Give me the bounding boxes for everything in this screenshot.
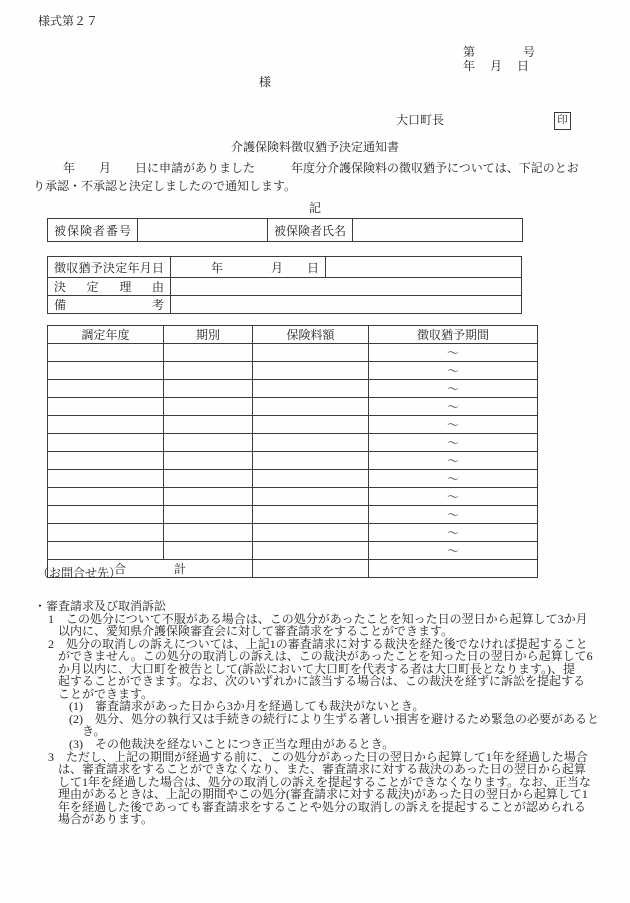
cell-assessment-year <box>48 344 164 362</box>
legal-line: 年を経過した後であっても審査請求をすることや処分の取消しの訴えを提起することが認められる <box>58 799 586 814</box>
legal-line: (1) 審査請求があった日から3か月を経過しても裁決がないとき。 <box>69 699 425 714</box>
cell-deferment-period: ～ <box>369 452 538 470</box>
cell-deferment-period: ～ <box>369 524 538 542</box>
premium-table-row <box>48 524 538 542</box>
premium-table-row <box>48 488 538 506</box>
document-date-line: 年 月 日 <box>463 59 530 73</box>
insured-name-label: 被保険者氏名 <box>268 219 353 242</box>
premium-table-header-row <box>48 326 538 344</box>
cell-assessment-year <box>48 416 164 434</box>
cell-deferment-period: ～ <box>369 398 538 416</box>
cell-assessment-year <box>48 362 164 380</box>
decision-date-value: 年 月 日 <box>171 257 326 278</box>
cell-deferment-period: ～ <box>369 344 538 362</box>
cell-term <box>164 380 253 398</box>
legal-line: 理由があるときは、上記の期間やこの処分(審査請求に対する裁決)があった日の翌日から起算して1 <box>58 787 588 802</box>
premium-table-row <box>48 434 538 452</box>
total-label: 合 計 <box>48 560 253 578</box>
premium-table-row <box>48 380 538 398</box>
legal-line: 起することができます。なお、次のいずれかに該当する場合は、この裁決を経ずに訴訟を提起する <box>58 674 586 689</box>
cell-premium-amount <box>253 488 369 506</box>
cell-premium-amount <box>253 416 369 434</box>
cell-premium-amount <box>253 506 369 524</box>
legal-line: は、審査請求をすることができなくなり、また、審査請求に対する裁決のあった日の翌日から起算 <box>58 762 586 777</box>
remarks-value <box>171 296 522 314</box>
cell-assessment-year <box>48 470 164 488</box>
cell-assessment-year <box>48 398 164 416</box>
issuer-name: 大口町長 <box>396 113 445 127</box>
premium-table-row <box>48 344 538 362</box>
cell-premium-amount <box>253 542 369 560</box>
total-amount-value <box>253 560 369 578</box>
intro-line-2: り承認・不承認と決定しましたので通知します。 <box>33 179 297 193</box>
decision-date-row <box>48 257 522 278</box>
legal-line: ができません。この処分の取消しの訴えは、この裁決があったことを知った日の翌日から起算して6 <box>58 649 593 664</box>
intro-line-1: 年 月 日に申請がありました 年度分介護保険料の徴収猶予については、下記のとお <box>63 161 579 175</box>
premium-table <box>47 325 538 578</box>
remarks-row <box>48 296 522 314</box>
cell-deferment-period: ～ <box>369 470 538 488</box>
decision-date-spacer <box>326 257 522 278</box>
header-assessment-year: 調定年度 <box>48 326 164 344</box>
premium-table-row <box>48 416 538 434</box>
insured-table <box>47 218 523 242</box>
cell-assessment-year <box>48 488 164 506</box>
form-number: 様式第２７ <box>38 14 99 28</box>
cell-assessment-year <box>48 452 164 470</box>
cell-deferment-period: ～ <box>369 380 538 398</box>
decision-reason-value <box>171 278 522 296</box>
cell-term <box>164 416 253 434</box>
decision-reason-label: 決 定 理 由 <box>48 278 171 296</box>
header-premium-amount: 保険料額 <box>253 326 369 344</box>
legal-notice-block <box>0 600 630 826</box>
document-number-line: 第 号 <box>463 45 536 59</box>
cell-term <box>164 362 253 380</box>
insured-number-value <box>138 219 268 242</box>
document-title: 介護保険料徴収猶予決定通知書 <box>230 140 399 154</box>
ki-heading: 記 <box>308 201 321 215</box>
cell-deferment-period: ～ <box>369 506 538 524</box>
cell-deferment-period: ～ <box>369 488 538 506</box>
premium-table-row <box>48 452 538 470</box>
cell-assessment-year <box>48 434 164 452</box>
contact-heading: （お問合せ先） <box>37 566 122 580</box>
premium-table-row <box>48 398 538 416</box>
insured-table-row <box>48 219 523 242</box>
premium-table-row <box>48 542 538 560</box>
premium-table-row <box>48 470 538 488</box>
cell-premium-amount <box>253 362 369 380</box>
legal-line: (3) その他裁決を経ないことにつき正当な理由があるとき。 <box>69 737 395 752</box>
cell-premium-amount <box>253 434 369 452</box>
legal-line: ・審査請求及び取消訴訟 <box>34 599 167 613</box>
legal-line: して1年を経過した場合は、処分の取消しの訴えを提起することができなくなります。なお、正当な <box>58 774 592 789</box>
premium-table-row <box>48 362 538 380</box>
decision-date-label: 徴収猶予決定年月日 <box>48 257 171 278</box>
legal-line: 3 ただし、上記の期間が経過する前に、この処分があった日の翌日から起算して1年を経過した場合 <box>48 749 588 764</box>
cell-premium-amount <box>253 524 369 542</box>
cell-term <box>164 542 253 560</box>
total-row-spacer <box>369 560 538 578</box>
cell-term <box>164 452 253 470</box>
cell-assessment-year <box>48 542 164 560</box>
cell-term <box>164 488 253 506</box>
legal-line: か月以内に、大口町を被告として(訴訟において大口町を代表する者は大口町長となります。)、提 <box>58 661 576 676</box>
header-deferment-period: 徴収猶予期間 <box>369 326 538 344</box>
cell-term <box>164 470 253 488</box>
legal-line: 以内に、愛知県介護保険審査会に対して審査請求をすることができます。 <box>58 624 454 639</box>
insured-name-value <box>353 219 523 242</box>
legal-line: 2 処分の取消しの訴えについては、上記1の審査請求に対する裁決を経た後でなければ提起すること <box>48 636 588 651</box>
cell-deferment-period: ～ <box>369 362 538 380</box>
cell-term <box>164 524 253 542</box>
header-term: 期別 <box>164 326 253 344</box>
cell-premium-amount <box>253 398 369 416</box>
legal-line: 1 この処分について不服がある場合は、この処分があったことを知った日の翌日から起算して3か月 <box>48 611 588 626</box>
legal-line: き。 <box>82 724 106 739</box>
cell-assessment-year <box>48 524 164 542</box>
cell-premium-amount <box>253 452 369 470</box>
cell-premium-amount <box>253 380 369 398</box>
cell-term <box>164 434 253 452</box>
legal-line: ことができます。 <box>58 686 154 701</box>
legal-line: 場合があります。 <box>58 812 154 827</box>
cell-deferment-period: ～ <box>369 434 538 452</box>
cell-assessment-year <box>48 380 164 398</box>
cell-assessment-year <box>48 506 164 524</box>
cell-term <box>164 398 253 416</box>
premium-table-row <box>48 506 538 524</box>
cell-deferment-period: ～ <box>369 416 538 434</box>
insured-number-label: 被保険者番号 <box>48 219 138 242</box>
cell-premium-amount <box>253 470 369 488</box>
legal-line: (2) 処分、処分の執行又は手続きの続行により生ずる著しい損害を避けるため緊急の必要があると <box>69 711 599 726</box>
decision-reason-row <box>48 278 522 296</box>
cell-term <box>164 344 253 362</box>
cell-premium-amount <box>253 344 369 362</box>
cell-deferment-period: ～ <box>369 542 538 560</box>
cell-term <box>164 506 253 524</box>
recipient-suffix: 様 <box>259 75 272 89</box>
premium-table-body <box>48 344 538 560</box>
seal-stamp: 印 <box>554 112 571 130</box>
remarks-label: 備 考 <box>48 296 171 314</box>
decision-table <box>47 256 522 314</box>
